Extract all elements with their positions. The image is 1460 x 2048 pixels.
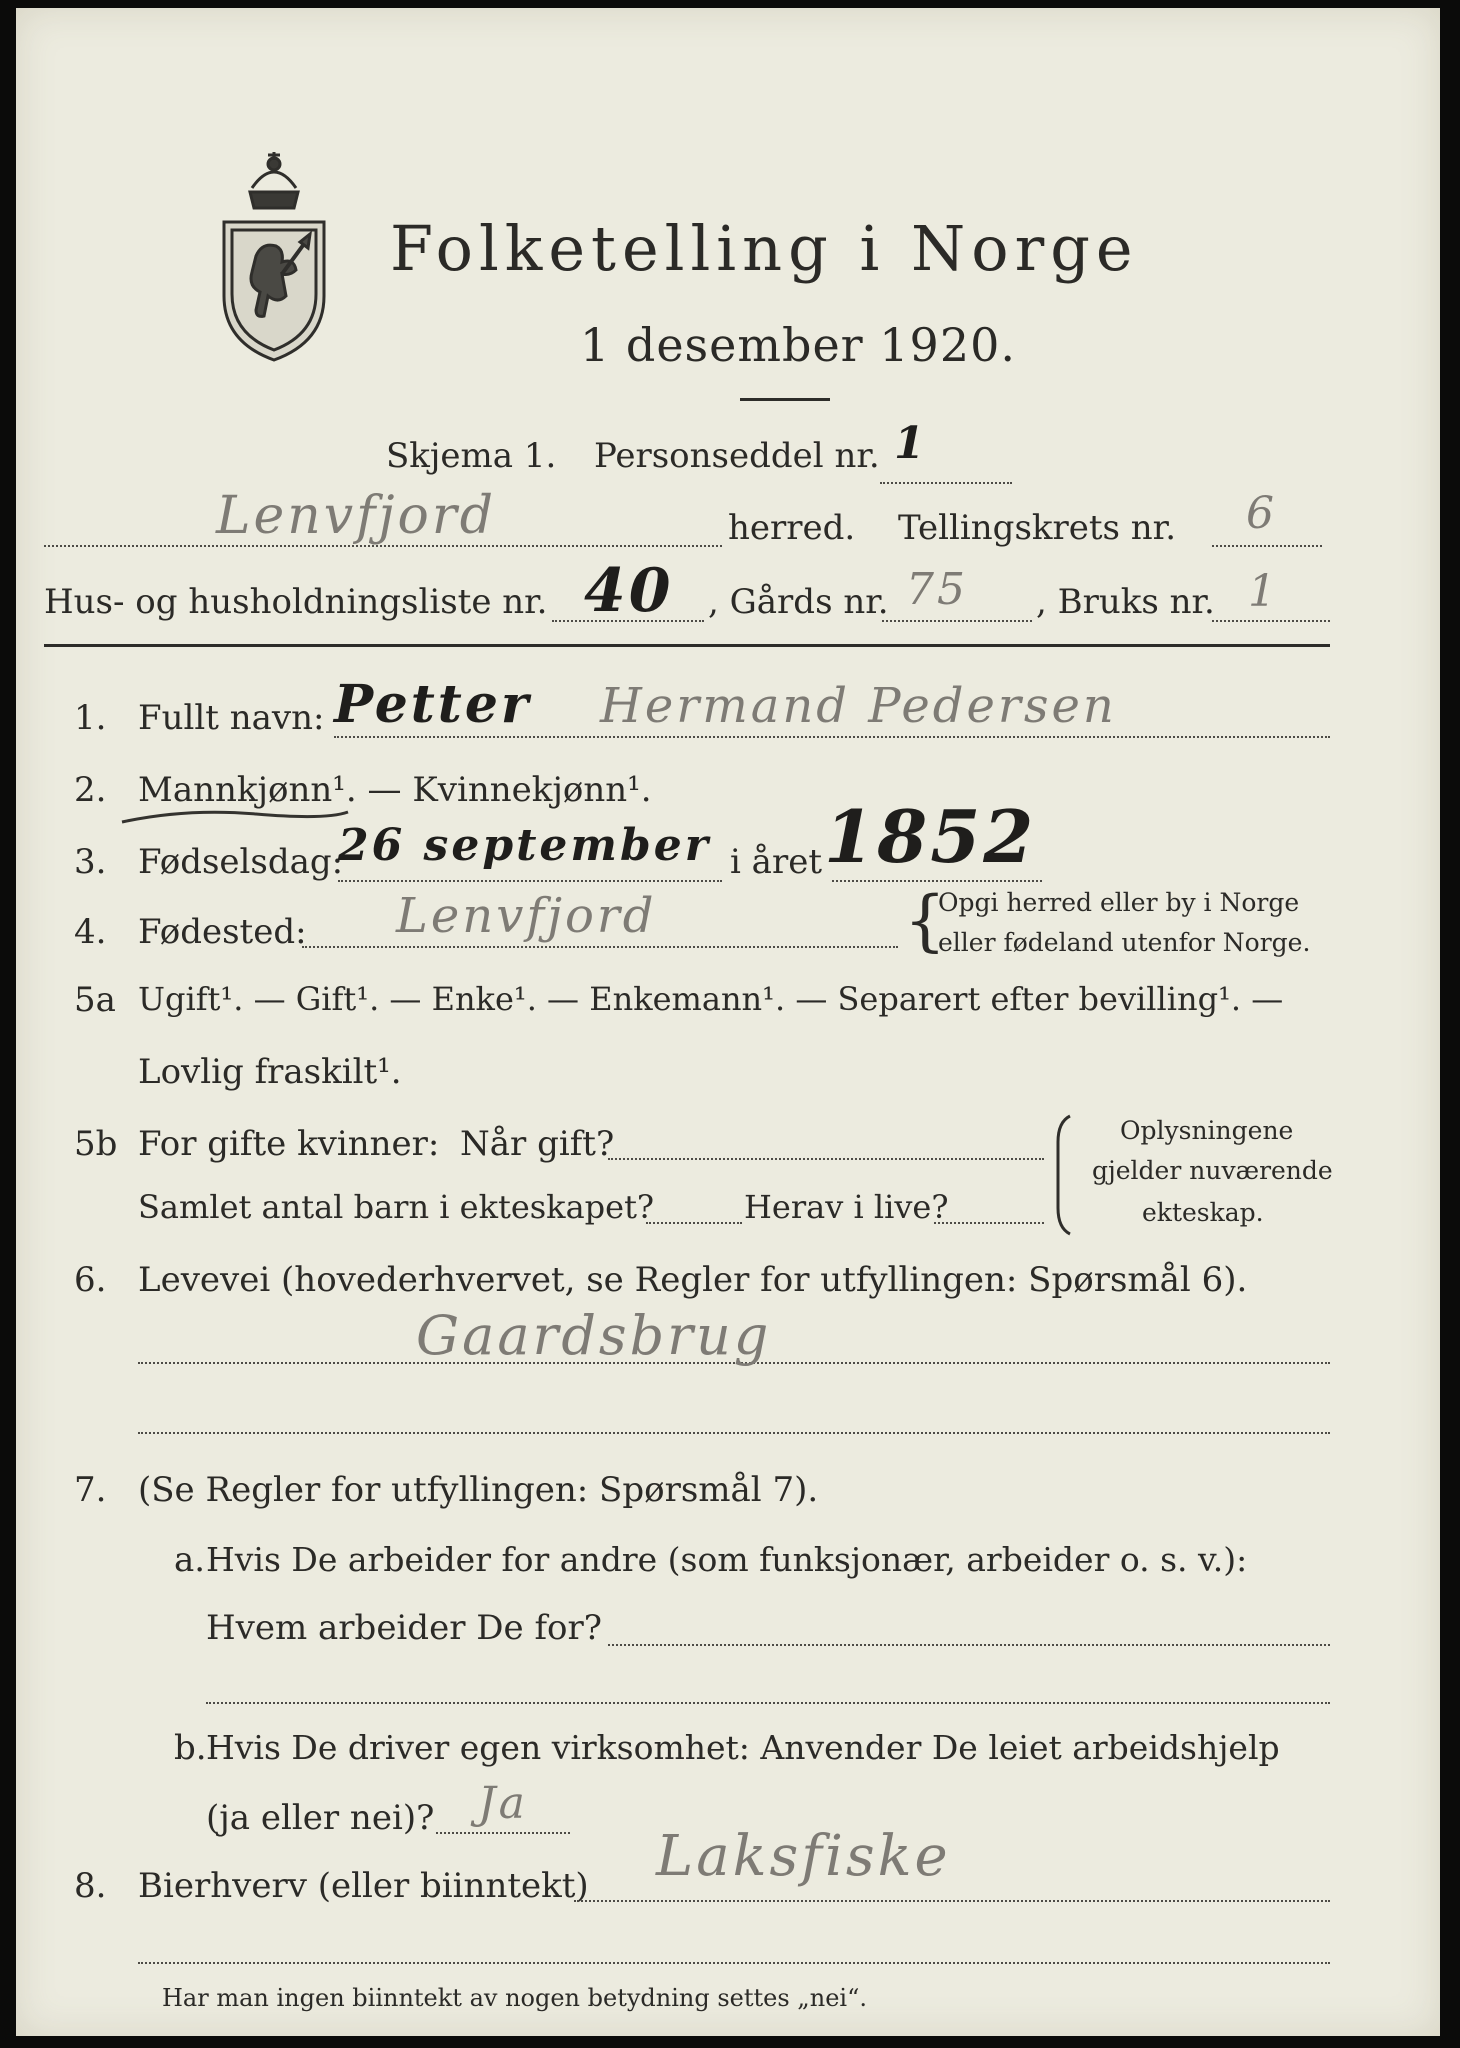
q8-value: Laksfiske [656,1824,951,1889]
page-title: Folketelling i Norge [390,212,1139,285]
personseddel-label: Personseddel nr. [594,436,880,476]
gards-field-line [882,620,1032,622]
q4-note-line2: eller fødeland utenfor Norge. [938,928,1311,957]
q5b-alive-field-line [934,1222,1044,1224]
q7a-field-line-2 [206,1702,1330,1704]
q7b-line2: (ja eller nei)? [206,1798,435,1838]
q7-label: (Se Regler for utfyllingen: Spørsmål 7). [138,1470,819,1510]
q1-number: 1. [74,698,107,738]
personseddel-value: 1 [894,418,928,469]
q2-underline-mark [116,804,356,828]
tellingskrets-value: 6 [1246,488,1277,539]
q5b-note-line1: Oplysningene [1120,1116,1294,1145]
q8-field-line-2 [138,1962,1330,1964]
herred-label: herred. [728,508,856,548]
q3-day-value: 26 september [338,820,711,871]
q8-label: Bierhverv (eller biinntekt) [138,1866,589,1906]
q6-label: Levevei (hovederhvervet, se Regler for utfyllingen: Spørsmål 6). [138,1260,1248,1300]
q3-year-label: i året [730,842,822,882]
q5b-line1-a: For gifte kvinner: [138,1124,440,1164]
q1-surname: Hermand Pedersen [600,678,1117,734]
q5b-line1-b: Når gift? [460,1124,615,1164]
q1-first-name: Petter [334,674,532,735]
norwegian-coat-of-arms-icon [212,146,336,368]
q3-number: 3. [74,842,107,882]
gards-value: 75 [906,564,968,615]
q6-field-line-2 [138,1432,1330,1434]
q7-number: 7. [74,1470,107,1510]
gards-label: , Gårds nr. [708,582,889,622]
q4-note-brace: { [904,882,946,959]
q2-label: Mannkjønn¹. — Kvinnekjønn¹. [138,770,652,810]
q5b-note-line3: ekteskap. [1142,1198,1264,1227]
hus-label: Hus- og husholdningsliste nr. [44,582,548,622]
census-date: 1 desember 1920. [580,318,1016,372]
q5a-number: 5a [74,980,116,1020]
q5b-married-field-line [608,1158,1044,1160]
q5b-number: 5b [74,1124,118,1164]
q1-field-line [334,736,1330,738]
title-divider [740,398,830,401]
q5a-line1: Ugift¹. — Gift¹. — Enke¹. — Enkemann¹. — Separert efter bevilling¹. — [138,980,1284,1018]
q4-field-line [302,946,898,948]
q7b-letter: b. [174,1728,207,1768]
q3-day-field-line [338,880,722,882]
bruks-field-line [1212,620,1330,622]
personseddel-field-line [880,482,1012,484]
q7a-letter: a. [174,1540,206,1580]
bruks-value: 1 [1248,566,1279,617]
bruks-label: , Bruks nr. [1036,582,1215,622]
header-separator [44,644,1330,647]
q5a-line2: Lovlig fraskilt¹. [138,1052,402,1092]
q7a-line1: Hvis De arbeider for andre (som funksjonær, arbeider o. s. v.): [206,1540,1248,1579]
q5b-note-bracket [1052,1112,1076,1238]
q5b-line2-a: Samlet antal barn i ekteskapet? [138,1188,655,1226]
q7a-field-line-1 [608,1644,1330,1646]
q3-year-value: 1852 [824,794,1037,879]
tellingskrets-field-line [1212,545,1322,547]
q5b-line2-b: Herav i live? [744,1188,949,1226]
q6-number: 6. [74,1260,107,1300]
q4-label: Fødested: [138,912,307,952]
q5b-children-field-line [646,1222,742,1224]
q4-note-line1: Opgi herred eller by i Norge [938,888,1300,917]
q7b-line1: Hvis De driver egen virksomhet: Anvender De leiet arbeidshjelp [206,1728,1280,1767]
census-form-sheet [16,8,1440,2036]
q7a-line2: Hvem arbeider De for? [206,1608,602,1648]
q3-label: Fødselsdag: [138,842,344,882]
q6-value: Gaardsbrug [416,1304,772,1367]
herred-value: Lenvfjord [216,486,496,546]
q7b-value: Ja [478,1778,528,1829]
q7b-field-line [436,1832,570,1834]
q5b-note-line2: gjelder nuværende [1092,1156,1333,1185]
footer-note: Har man ingen biinntekt av nogen betydning settes „nei“. [162,1984,867,2012]
q4-value: Lenvfjord [396,888,657,944]
q8-field-line [574,1900,1330,1902]
hus-value: 40 [584,556,674,626]
tellingskrets-label: Tellingskrets nr. [898,508,1177,548]
q8-number: 8. [74,1866,107,1906]
q2-number: 2. [74,770,107,810]
q4-number: 4. [74,912,107,952]
schema-label: Skjema 1. [386,436,557,476]
q1-label: Fullt navn: [138,698,325,738]
